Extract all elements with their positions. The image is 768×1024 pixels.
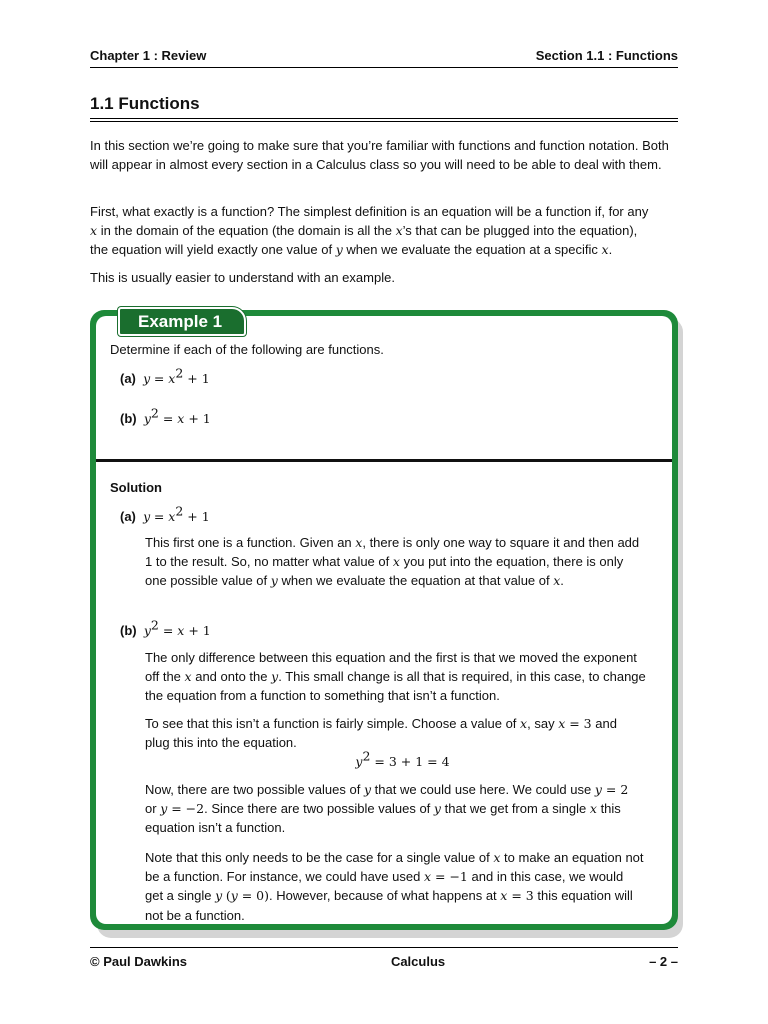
footer-page-number: – 2 – xyxy=(649,954,678,969)
header-chapter: Chapter 1 : Review xyxy=(90,48,207,63)
footer-author: © Paul Dawkins xyxy=(90,954,187,969)
footer-rule xyxy=(90,947,678,948)
equation-y-squared: $y^2 = 3 + 1 = 4$ xyxy=(355,748,450,769)
solution-b-text-3: Now, there are two possible values of y that we could use here. We could use y = 2 or y = −2. Since there are two possible values of y that we get from a single x this equation isn’t a function. xyxy=(145,782,629,836)
footer-course: Calculus xyxy=(390,954,446,969)
example-tab: Example 1 xyxy=(118,307,246,336)
section-rule xyxy=(90,118,678,119)
section-title: 1.1 Functions xyxy=(90,94,200,113)
example-part-b: (b) $y^2 = x + 1$ xyxy=(120,405,211,426)
header-rule xyxy=(90,67,678,68)
example-prompt: Determine if each of the following are functions. xyxy=(110,342,384,357)
solution-part-a-label: (a) $y = x^2 + 1$ xyxy=(120,503,210,524)
solution-heading: Solution xyxy=(110,480,162,495)
intro-paragraph-2: First, what exactly is a function? The simplest definition is an equation will be a function if, for any x in the domain of the equation (the domain is all the x’s that can be plugged into the equation), the equation will yield exactly one value of y when we evaluate the equation at a specific x. xyxy=(90,204,649,258)
example-part-a: (a) $y = x^2 + 1$ xyxy=(120,365,210,386)
solution-a-text: This first one is a function. Given an x, there is only one way to square it and then add 1 to the result. So, no matter what value of x you put into the equation, there is only one possible value of y when we evaluate the equation at that value of x. xyxy=(145,535,640,589)
intro-paragraph-3: This is usually easier to understand with an example. xyxy=(90,270,395,285)
header-section: Section 1.1 : Functions xyxy=(535,48,678,63)
page-footer xyxy=(90,954,678,969)
solution-part-b-label: (b) $y^2 = x + 1$ xyxy=(120,617,211,638)
intro-paragraph-1: In this section we’re going to make sure that you’re familiar with functions and function notation. Both will appear in almost every section in a Calculus class so you will need to be able to deal with them. xyxy=(90,138,669,173)
section-rule-2 xyxy=(90,121,678,122)
solution-b-text-2: To see that this isn’t a function is fairly simple. Choose a value of x, say x = 3 and plug this into the equation. xyxy=(145,716,617,751)
solution-b-text-4: Note that this only needs to be the case for a single value of x to make an equation not be a function. For instance, we could have used x = −1 and in this case, we would get a single y (y = 0). However, because of what happens at x = 3 this equation will not be a function. xyxy=(145,850,644,923)
page-header xyxy=(90,48,678,66)
solution-b-text-1: The only difference between this equation and the first is that we moved the exponent off the x and onto the y. This small change is all that is required, in this case, to change the equation from a function to something that isn’t a function. xyxy=(145,650,646,704)
